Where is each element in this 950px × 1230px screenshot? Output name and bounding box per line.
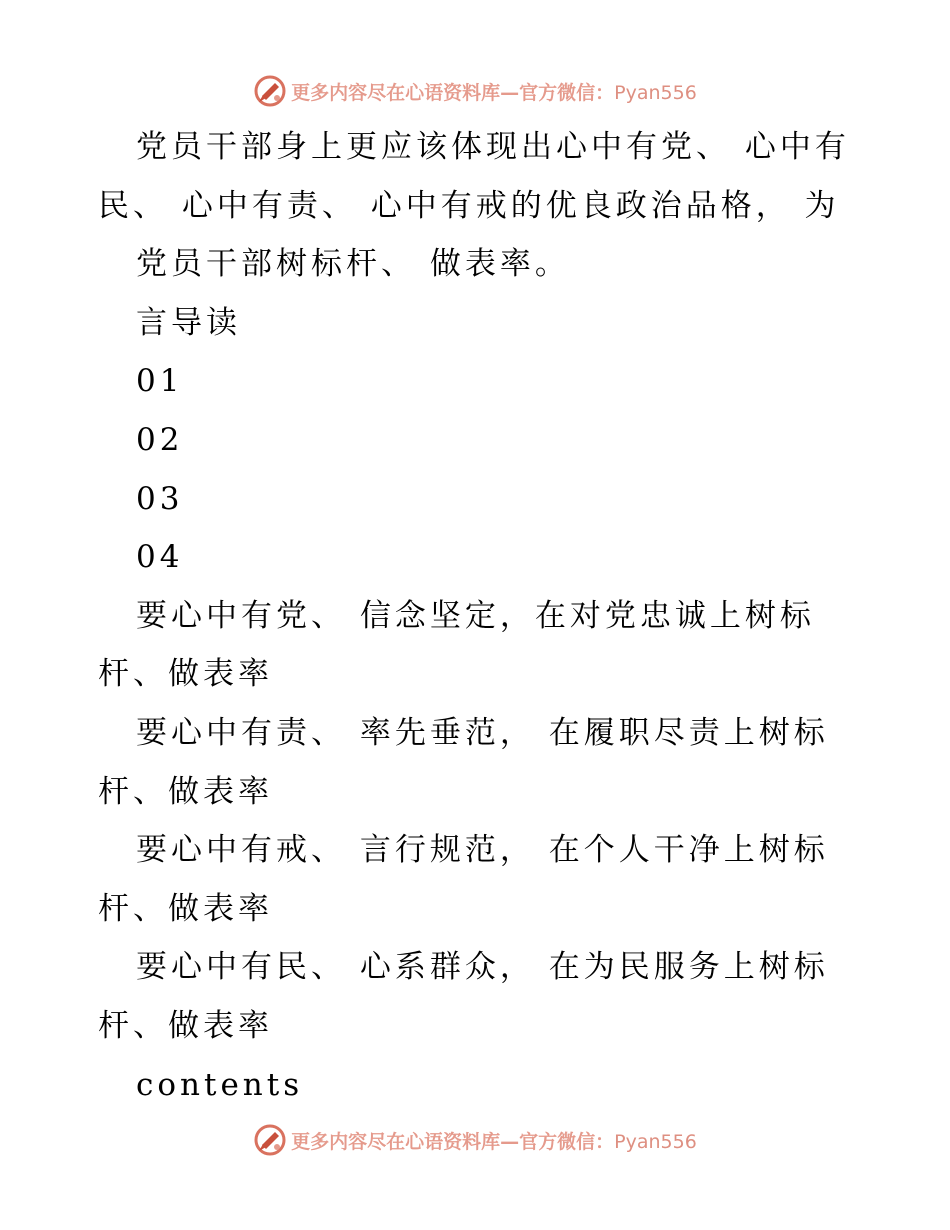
toc-item-line: 要心中有责、 率先垂范， 在履职尽责上树标 — [136, 714, 829, 751]
section-number: 04 — [136, 539, 184, 576]
section-number: 01 — [136, 363, 184, 400]
paragraph-line: 党员干部身上更应该体现出心中有党、 心中有 — [136, 129, 850, 165]
watermark-id: Pyan556 — [614, 81, 697, 104]
toc-item-line: 杆、做表率 — [98, 1007, 273, 1044]
seal-logo-icon — [253, 74, 287, 108]
footer-watermark — [0, 1122, 950, 1158]
section-heading: 言导读 — [136, 304, 241, 341]
section-number: 02 — [136, 421, 184, 458]
toc-item-line: 要心中有党、 信念坚定，在对党忠诚上树标 — [136, 597, 815, 634]
watermark-text: 更多内容尽在心语资料库—官方微信：Pyan556 — [291, 1130, 697, 1153]
document-body — [98, 118, 850, 1114]
toc-item-line: 杆、做表率 — [98, 890, 273, 927]
header-watermark — [0, 73, 950, 109]
toc-item-line: 杆、做表率 — [98, 656, 273, 693]
toc-item-line: 杆、做表率 — [98, 773, 273, 810]
section-number: 03 — [136, 480, 184, 517]
paragraph-line: 党员干部树标杆、 做表率。 — [136, 246, 570, 283]
paragraph-line: 民、 心中有责、 心中有戒的优良政治品格， 为 — [98, 187, 840, 224]
watermark-text: 更多内容尽在心语资料库—官方微信：Pyan556 — [291, 81, 697, 104]
seal-logo-icon — [253, 1123, 287, 1157]
watermark-id: Pyan556 — [614, 1130, 697, 1153]
toc-item-line: 要心中有戒、 言行规范， 在个人干净上树标 — [136, 832, 829, 869]
toc-item-line: 要心中有民、 心系群众， 在为民服务上树标 — [136, 949, 829, 986]
contents-label: contents — [136, 1066, 304, 1103]
